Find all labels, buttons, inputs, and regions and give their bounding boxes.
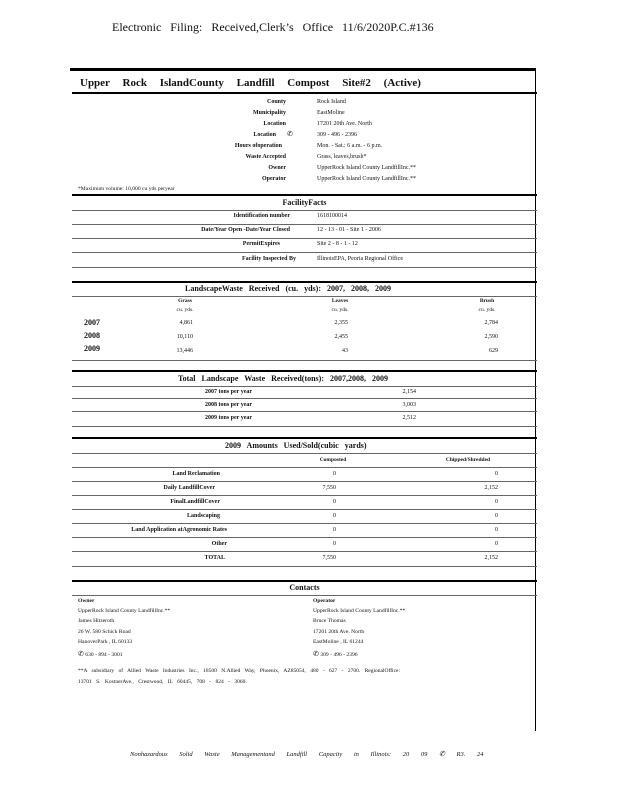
col-grass-unit: cu. yds. — [176, 307, 194, 313]
composted-value: 0 — [333, 471, 336, 477]
chipped-value: 0 — [495, 471, 498, 477]
page-footer — [130, 750, 483, 758]
composted-value: 0 — [333, 527, 336, 533]
use-label: Landscaping — [186, 513, 220, 519]
divider — [72, 595, 537, 596]
divider — [72, 509, 537, 510]
chipped-value: 2,152 — [484, 555, 498, 561]
fact-value: 1618100014 — [317, 213, 347, 219]
chipped-value: 0 — [495, 527, 498, 533]
brush-value: 2,590 — [484, 334, 498, 340]
fact-label: PermitExpires — [242, 241, 280, 247]
fact-value: 12 - 13 - 01 - Site 1 - 2006 — [317, 227, 381, 233]
use-label: TOTAL — [204, 555, 225, 561]
composted-value: 0 — [333, 499, 336, 505]
divider — [72, 92, 537, 94]
fact-value: IllinoisEPA, Peoria Regional Office — [317, 256, 403, 262]
divider — [72, 437, 537, 439]
divider — [72, 386, 537, 387]
facility-title: Upper Rock IslandCounty Landfill Compost Site#2 (Active) — [80, 77, 421, 89]
total-label: 2007 tons per year — [205, 389, 253, 395]
report-frame — [70, 68, 536, 731]
divider — [72, 210, 537, 211]
phone-icon: ✆ — [313, 650, 319, 658]
col-brush-unit: cu. yds. — [478, 307, 496, 313]
brush-value: 2,784 — [484, 320, 498, 326]
year-label: 2008 — [84, 331, 100, 340]
divider — [72, 467, 537, 468]
owner-phone: 630 - 894 - 3001 — [85, 652, 123, 658]
operator-phone-row — [313, 650, 358, 658]
divider — [72, 551, 537, 552]
use-label: Daily LandfillCover — [163, 485, 215, 491]
operator-line: UpperRock Island County LandfillInc.** — [313, 608, 406, 614]
grass-value: 13,446 — [176, 348, 193, 354]
fact-label: Date/Year Open -Date/Year Closed — [201, 227, 290, 233]
phone-icon: ✆ — [438, 750, 445, 758]
detail-label: Waste Accepted — [245, 154, 286, 160]
owner-title: Owner — [78, 598, 95, 604]
subsidiary-note: 13701 S. KostnerAve., Crestwood, IL 60445, 708 - 824 - 3060. — [78, 679, 247, 685]
divider — [72, 370, 537, 372]
amounts-used-heading: 2009 Amounts Used/Sold(cubic yards) — [225, 441, 367, 450]
detail-value: Grass, leaves,brush* — [317, 154, 367, 160]
detail-value: UpperRock Island County LandfillInc.** — [317, 165, 416, 171]
owner-line: James Hitzeroth — [78, 618, 115, 624]
brush-value: 629 — [489, 348, 498, 354]
operator-title: Operator — [313, 598, 336, 604]
use-label: Land Reclamation — [172, 471, 220, 477]
detail-value: Mon. - Sat.: 6 a.m. - 6 p.m. — [317, 143, 383, 149]
detail-label: Location — [263, 121, 286, 127]
operator-line: 17201 20th Ave. North — [313, 629, 365, 635]
col-leaves-unit: cu. yds. — [331, 307, 349, 313]
fact-label: Identification number — [233, 213, 290, 219]
detail-label: Municipality — [252, 110, 286, 116]
detail-label: Operator — [262, 176, 286, 182]
detail-label: Hours ofoperation — [234, 143, 282, 149]
divider — [72, 523, 537, 524]
facility-facts-heading: FacilityFacts — [282, 198, 327, 207]
divider — [72, 481, 537, 482]
composted-value: 0 — [333, 513, 336, 519]
total-received-heading: Total Landscape Waste Received(tons): 2007,2008, 2009 — [178, 374, 388, 383]
total-label: 2008 tons per year — [205, 402, 253, 408]
divider — [72, 398, 537, 399]
total-value: 2,154 — [402, 389, 416, 395]
detail-label: Location — [253, 132, 276, 138]
composted-value: 0 — [333, 541, 336, 547]
use-label: Land Application atAgronomic Rates — [131, 527, 227, 533]
footer-text: Nonhazardous Solid Waste Managementand Landfill Capacity in Illinois: 20 09 — [130, 751, 428, 758]
leaves-value: 43 — [342, 348, 348, 354]
col-leaves: Leaves — [331, 298, 349, 304]
divider — [72, 238, 537, 239]
col-brush: Brush — [479, 298, 495, 304]
owner-line: HanoverPark , IL 60133 — [78, 639, 133, 645]
divider — [72, 360, 537, 361]
divider — [72, 296, 537, 297]
divider — [72, 453, 537, 454]
footer-page: R3. 24 — [456, 751, 484, 758]
owner-line: UpperRock Island County LandfillInc.** — [78, 608, 171, 614]
divider — [72, 267, 537, 268]
year-label: 2009 — [84, 344, 100, 353]
col-chipped: Chipped/Shredded — [445, 457, 491, 463]
total-label: 2009 tons per year — [205, 415, 253, 421]
operator-line: EastMoline , IL 61244 — [313, 639, 364, 645]
fact-value: Site 2 - 8 - 1 - 12 — [317, 241, 358, 247]
filing-header: Electronic Filing: Received,Clerk’s Office 11/6/2020P.C.#136 — [112, 20, 434, 34]
detail-label: Owner — [268, 165, 286, 171]
operator-line: Bruce Thomas — [313, 618, 346, 624]
col-composted: Composted — [319, 457, 347, 463]
chipped-value: 0 — [495, 541, 498, 547]
volume-note: *Maximum volume: 10,000 cu yds peryear — [78, 186, 175, 192]
grass-value: 10,110 — [176, 334, 193, 340]
leaves-value: 2,455 — [334, 334, 348, 340]
detail-value: 17201 20th Ave. North — [317, 121, 372, 127]
divider — [72, 281, 537, 283]
composted-value: 7,550 — [322, 485, 336, 491]
detail-value: UpperRock Island County LandfillInc.** — [317, 176, 416, 182]
divider — [72, 566, 537, 567]
divider — [72, 411, 537, 412]
composted-value: 7,550 — [322, 555, 336, 561]
divider — [72, 495, 537, 496]
phone-icon: ✆ — [78, 650, 84, 658]
detail-value: Rock Island — [317, 99, 346, 105]
detail-value: EastMoline — [317, 110, 345, 116]
chipped-value: 2,152 — [484, 485, 498, 491]
contacts-heading: Contacts — [289, 583, 320, 592]
detail-label: County — [266, 99, 286, 105]
divider — [72, 426, 537, 427]
grass-value: 4,861 — [179, 320, 193, 326]
operator-phone: 309 - 496 - 2396 — [320, 652, 358, 658]
phone-icon: ✆ — [287, 130, 293, 138]
total-value: 2,512 — [402, 415, 416, 421]
col-grass: Grass — [178, 298, 192, 304]
owner-line: 26 W. 580 Schick Road — [78, 629, 131, 635]
total-value: 3,003 — [402, 402, 416, 408]
detail-value: 309 - 496 - 2396 — [317, 132, 357, 138]
divider — [72, 252, 537, 253]
year-label: 2007 — [84, 318, 100, 327]
owner-phone-row — [78, 650, 123, 658]
landscape-waste-heading: LandscapeWaste Received (cu. yds): 2007, 2008, 2009 — [185, 284, 391, 293]
divider — [72, 537, 537, 538]
chipped-value: 0 — [495, 513, 498, 519]
fact-label: Facility Inspected By — [242, 256, 296, 262]
use-label: FinalLandfillCover — [170, 499, 220, 505]
divider — [72, 580, 537, 582]
chipped-value: 0 — [495, 499, 498, 505]
leaves-value: 2,355 — [334, 320, 348, 326]
divider — [72, 224, 537, 225]
subsidiary-note: **A subsidiary of Allied Waste Industries Inc., 18500 N.Allied Way, Phoenix, AZ85054, 480 - 627 - 2700. RegionalOffice: — [78, 668, 400, 674]
use-label: Other — [211, 541, 227, 547]
divider — [72, 194, 537, 196]
